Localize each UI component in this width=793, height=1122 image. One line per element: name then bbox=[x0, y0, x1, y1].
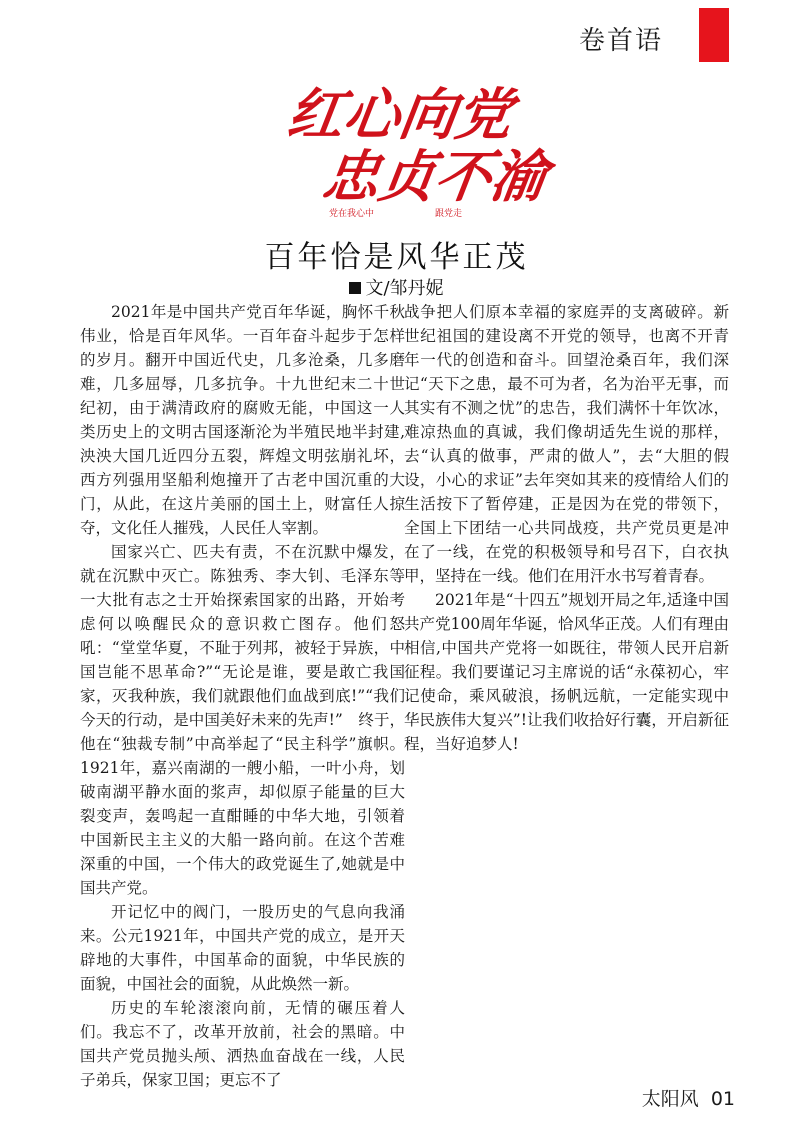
paragraph: 2021年是中国共产党百年华诞，胸怀千秋伟业，恰是百年风华。一百年奋斗起步于怎样的岁月。翻开中国近代史，几多沧桑，几多磨难，几多屈辱，几多抗争。十九世纪末二十世纪初，由于满清政府的腐败无能，中国这一人类历史上的文明古国逐渐沦为半殖民地半封建,泱泱大国几近四分五裂，辉煌文明弦崩礼坏，西方列强用坚船利炮撞开了古老中国沉重的大门，从此，在这片美丽的国土上，财富任人掠夺，文化任人摧残，人民任人宰割。 bbox=[80, 303, 405, 537]
paragraph: 历史的车轮滚滚向前，无情的碾压着人们。我忘不了，改革开放前，社会的黑暗。中国共产党员抛头颅、洒热血奋战在一线，人民子弟兵，保家卫国；更忘不了 bbox=[80, 999, 405, 1089]
author-bullet bbox=[349, 282, 361, 294]
author-name: 文/邹丹妮 bbox=[365, 278, 444, 299]
calligraphy-banner bbox=[283, 78, 552, 223]
paragraph-continuation: 战争把人们原本幸福的家庭弄的支离破碎。新世纪祖国的建设离不开党的领导，也离不开青年一代的创造和奋斗。回望沧桑百年，我们深记“天下之患，最不可为者，名为治平无事，而其实有不测之忧”的忠告，我们满怀十年饮冰，难凉热血的真诚，我们像胡适先生说的那样，去“认真的做事，严肃的做人”，去“大胆的假设，小心的求证”去年突如其来的疫情给人们的生活按下了暂停建，正是因为在党的带领下，全国上下团结一心共同战疫，共产党员更是冲在了一线，在党的积极领导和号召下，白衣执甲，坚持在一线。他们在用汗水书写着青春。 bbox=[404, 303, 729, 585]
paragraph: 开记忆中的阀门，一股历史的气息向我涌来。公元1921年，中国共产党的成立，是开天辟地的大事件，中国革命的面貌，中华民族的面貌，中国社会的面貌，从此焕然一新。 bbox=[80, 903, 405, 993]
slogan-right: 跟党走 bbox=[435, 209, 463, 219]
section-accent-bar bbox=[699, 8, 729, 62]
article-column-right bbox=[404, 300, 729, 756]
article-column-left bbox=[80, 300, 405, 1092]
paragraph: 2021年是“十四五”规划开局之年,适逢中国共产党100周年华诞，恰风华正茂。人们有理由相信,中国共产党将一如既往，带领人民开启新征程。我们要谨记习主席说的话“永葆初心，牢记使命，乘风破浪，扬帆远航，一定能实现中华民族伟大复兴”!让我们收拾好行囊，开启新征程，当好追梦人! bbox=[404, 591, 729, 753]
paragraph: 国家兴亡、匹夫有责，不在沉默中爆发，就在沉默中灭亡。陈独秀、李大钊、毛泽东等一大批有志之士开始探索国家的出路，开始考虑何以唤醒民众的意识救亡图存。他们怒吼：“堂堂华夏，不耻于列邦，被轻于异族，中国岂能不思革命?”“无论是谁，要是敢亡我国家，灭我种族，我们就跟他们血战到底!”“我们今天的行动，是中国美好未来的先声!” 终于，他在“独裁专制”中高举起了“民主科学”旗帜。1921年，嘉兴南湖的一艘小船，一叶小舟，划破南湖平静水面的浆声，却似原子能量的巨大裂变声，轰鸣起一直酣睡的中华大地，引领着中国新民主主义的大船一路向前。在这个苦难深重的中国，一个伟大的政党诞生了,她就是中国共产党。 bbox=[80, 543, 405, 897]
page-footer bbox=[642, 1084, 735, 1111]
calligraphy-line-1: 红心向党 bbox=[283, 82, 517, 148]
section-label: 卷首语 bbox=[578, 26, 663, 56]
article-author bbox=[0, 274, 793, 300]
publication-name: 太阳风 bbox=[641, 1088, 699, 1110]
calligraphy-line-2: 忠贞不渝 bbox=[318, 144, 552, 210]
page-number: 01 bbox=[710, 1088, 735, 1110]
article-title: 百年恰是风华正茂 bbox=[264, 240, 529, 275]
slogan-left: 党在我心中 bbox=[329, 209, 375, 219]
